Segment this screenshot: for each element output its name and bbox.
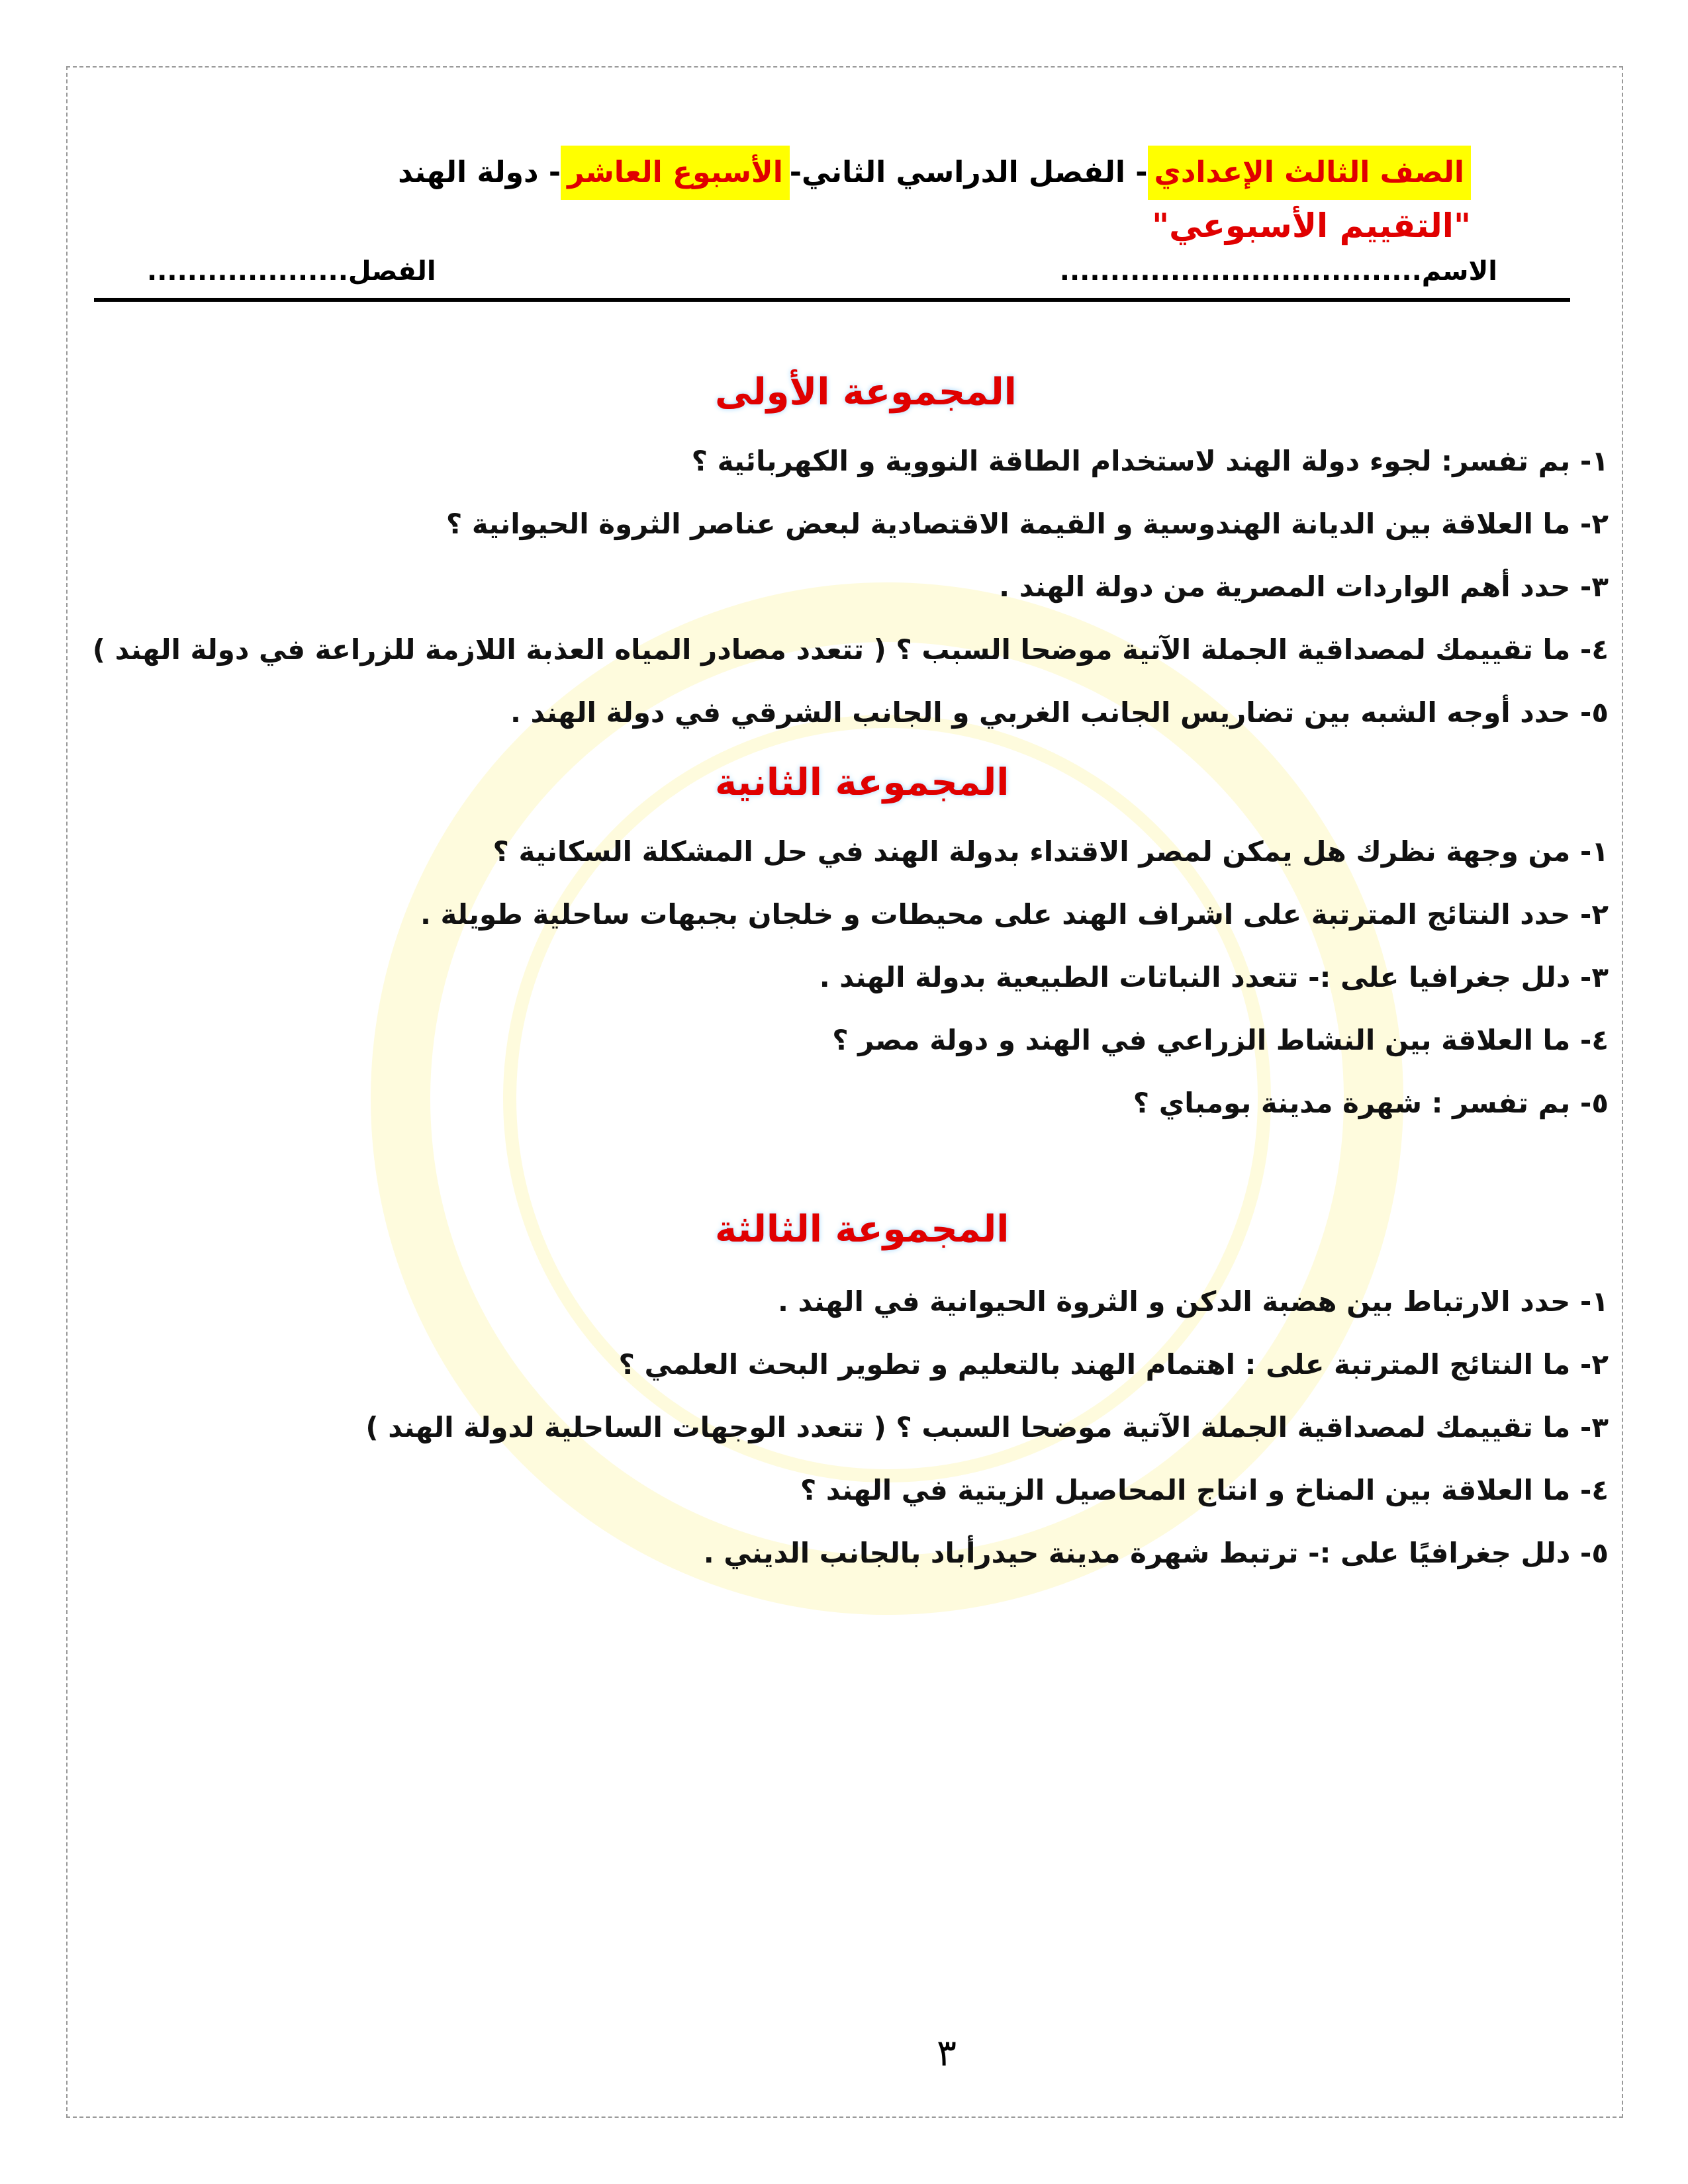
question: ٢- ما العلاقة بين الديانة الهندوسية و القيمة الاقتصادية لبعض عناصر الثروة الحيوانية ؟ xyxy=(445,508,1609,540)
question: ٥- بم تفسر : شهرة مدينة بومباي ؟ xyxy=(1133,1087,1609,1119)
student-info-row xyxy=(94,245,1570,291)
question: ٥- حدد أوجه الشبه بين تضاريس الجانب الغربي و الجانب الشرقي في دولة الهند . xyxy=(510,696,1609,729)
question: ١- من وجهة نظرك هل يمكن لمصر الاقتداء بدولة الهند في حل المشكلة السكانية ؟ xyxy=(492,835,1609,868)
question: ٥- دلل جغرافيًا على :- ترتبط شهرة مدينة حيدرأباد بالجانب الديني . xyxy=(703,1537,1609,1569)
topic-label: - دولة الهند xyxy=(398,156,561,189)
group-title: المجموعة الثانية xyxy=(715,761,1009,804)
assessment-title: "التقييم الأسبوعي" xyxy=(1152,206,1471,245)
question: ٣- ما تقييمك لمصداقية الجملة الآتية موضحا السبب ؟ ( تتعدد الوجهات الساحلية لدولة الهند ) xyxy=(365,1411,1609,1443)
question: ٢- ما النتائج المترتبة على : اهتمام الهند بالتعليم و تطوير البحث العلمي ؟ xyxy=(618,1348,1609,1381)
question: ٤- ما العلاقة بين المناخ و انتاج المحاصيل الزيتية في الهند ؟ xyxy=(800,1474,1609,1506)
class-field: الفصل.................... xyxy=(147,256,436,287)
question: ١- بم تفسر: لجوء دولة الهند لاستخدام الطاقة النووية و الكهربائية ؟ xyxy=(691,445,1609,477)
name-field: الاسم.................................... xyxy=(1059,256,1497,287)
question: ٣- دلل جغرافيا على :- تتعدد النباتات الطبيعية بدولة الهند . xyxy=(819,961,1609,993)
group-title: المجموعة الثالثة xyxy=(715,1208,1009,1251)
question: ٤- ما العلاقة بين النشاط الزراعي في الهند و دولة مصر ؟ xyxy=(832,1024,1609,1056)
question: ٤- ما تقييمك لمصداقية الجملة الآتية موضحا السبب ؟ ( تتعدد مصادر المياه العذبة اللازمة للزراعة في دولة الهند ) xyxy=(92,633,1609,666)
page-header xyxy=(94,146,1570,302)
header-line xyxy=(398,146,1471,200)
question: ٣- حدد أهم الواردات المصرية من دولة الهند . xyxy=(999,570,1609,603)
page-number: ٣ xyxy=(937,2032,957,2075)
header-row xyxy=(94,146,1570,245)
question: ٢- حدد النتائج المترتبة على اشراف الهند على محيطات و خلجان بجبهات ساحلية طويلة . xyxy=(420,898,1609,931)
term-label: - الفصل الدراسي الثاني- xyxy=(789,156,1148,189)
week-label: الأسبوع العاشر xyxy=(561,146,790,200)
grade-label: الصف الثالث الإعدادي xyxy=(1148,146,1472,200)
question: ١- حدد الارتباط بين هضبة الدكن و الثروة الحيوانية في الهند . xyxy=(777,1285,1609,1318)
group-title: المجموعة الأولى xyxy=(715,371,1017,414)
header-divider xyxy=(94,298,1570,302)
